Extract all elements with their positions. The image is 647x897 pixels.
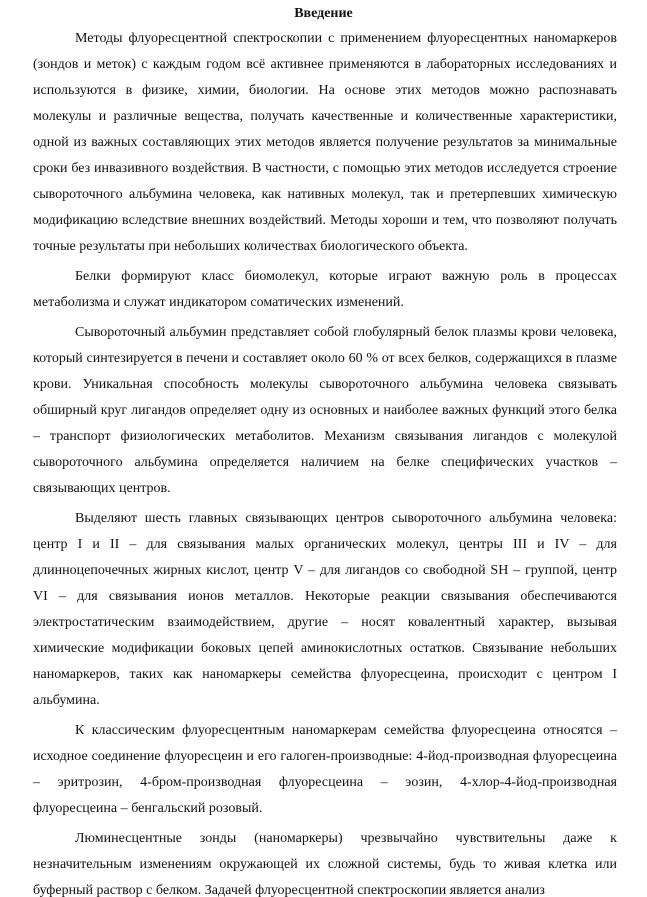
paragraph-3: Сывороточный альбумин представляет собой глобулярный белок плазмы крови человека, который синтезируется в печени и составляет около 60 % от всех белков, содержащихся в плазме крови. Уникальная способность молекулы сывороточного альбумина человека связывать обширный круг лигандов определяет одну из основных и наиболее важных функций этого белка – транспорт физиологических метаболитов. Механизм связывания лигандов с молекулой сывороточного альбумина определяется наличием на белке специфических участков – связывающих центров.: [33, 325, 617, 496]
paragraph-2: Белки формируют класс биомолекул, которые играют важную роль в процессах метаболизма и служат индикатором соматических изменений.: [33, 269, 617, 310]
paragraph-1: Методы флуоресцентной спектроскопии с применением флуоресцентных наномаркеров (зондов и меток) с каждым годом всё активнее применяются в лабораторных исследованиях и используются в физике, химии, биологии. На основе этих методов можно распознавать молекулы и различные вещества, получать качественные и количественные характеристики, одной из важных составляющих этих методов является получение результатов за минимальные сроки без инвазивного воздействия. В частности, с помощью этих методов исследуется строение сывороточного альбумина человека, как нативных молекул, так и претерпевших химическую модификацию вследствие внешних воздействий. Методы хороши и тем, что позволяют получать точные результаты при небольших количествах биологического объекта.: [33, 31, 617, 254]
paragraph-6: Люминесцентные зонды (наномаркеры) чрезвычайно чувствительны даже к незначительным изменениям окружающей их сложной системы, будь то живая клетка или буферный раствор с белком. Задачей флуоресцентной спектроскопии является анализ: [33, 831, 617, 897]
paragraph-5: К классическим флуоресцентным наномаркерам семейства флуоресцеина относятся – исходное соединение флуоресцеин и его галоген-производные: 4-йод-производная флуоресцеина – эритрозин, 4-бром-производная флуоресцеина – эозин, 4-хлор-4-йод-производная флуоресцеина – бенгальский розовый.: [33, 723, 617, 816]
paragraph-4: Выделяют шесть главных связывающих центров сывороточного альбумина человека: центр I и II – для связывания малых органических молекул, центры III и IV – для длинноцепочечных жирных кислот, центр V – для лигандов со свободной SH – группой, центр VI – для связывания ионов металлов. Некоторые реакции связывания обеспечиваются электростатическим взаимодействием, другие – носят ковалентный характер, вызывая химические модификации боковых цепей аминокислотных остатков. Связывание небольших наномаркеров, таких как наномаркеры семейства флуоресцеина, происходит с центром I альбумина.: [33, 511, 617, 708]
document-body: [33, 26, 617, 897]
document-title: Введение: [294, 6, 353, 21]
